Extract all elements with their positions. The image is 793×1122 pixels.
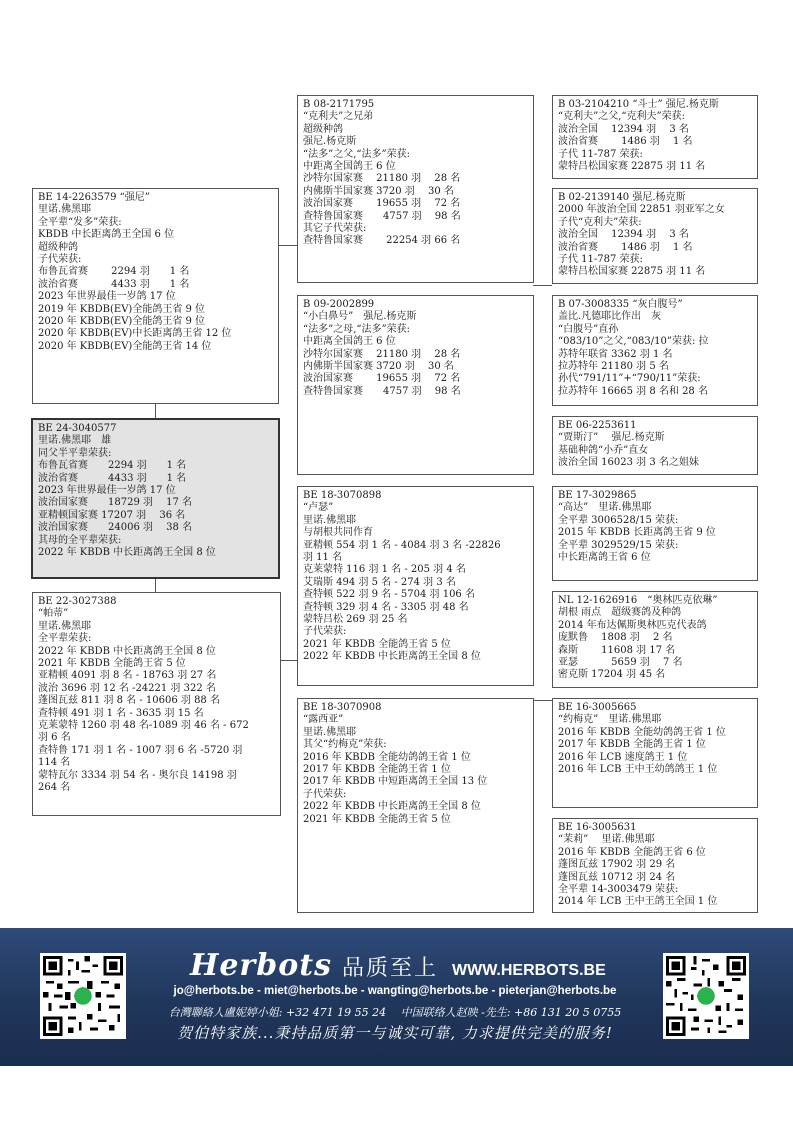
pedigree-line: 里诺.佛黑耶 (303, 514, 357, 526)
pedigree-line: 全平辈 3029529/15 荣获: (558, 539, 679, 551)
pedigree-line: 2015 年 KBDB 长距离鸽王省 9 位 (558, 527, 716, 539)
dam-box (32, 592, 281, 816)
ring-number: BE 17-3029865 (558, 490, 637, 501)
brand-header (190, 948, 606, 982)
pedigree-line: 其它子代荣获: (303, 223, 367, 235)
pedigree-line: 中距离全国鸽王 6 位 (303, 336, 396, 348)
pedigree-line: 波治国家赛 19655 羽 72 名 (303, 373, 461, 385)
pedigree-line: 超级种鸽 (303, 123, 343, 135)
ring-number: BE 06-2253611 (558, 420, 637, 431)
pedigree-line: 2021 年 KBDB 全能鸽王省 5 位 (38, 658, 186, 670)
ring-number: BE 24-3040577 (38, 423, 117, 434)
pedigree-line: 克莱蒙特 1260 羽 48 名-1089 羽 46 名 - 672 (38, 720, 249, 732)
contact-phones: 台灣聯絡人盧妮婷小姐: +32 471 19 55 24 中国联络人赵映 -先生: +86 131 20 5 0755 (168, 1006, 622, 1019)
pedigree-line: 2019 年 KBDB(EV)全能鸽王省 9 位 (38, 303, 206, 315)
qr-code-icon (43, 956, 123, 1036)
pedigree-line: 2020 年 KBDB(EV)中长距离鸽王省 12 位 (38, 328, 232, 340)
pedigree-line: 全平辈荣获: (38, 633, 92, 645)
qr-code-icon (666, 956, 746, 1036)
pedigree-line: 布鲁瓦省赛 2294 羽 1 名 (38, 266, 190, 278)
pedigree-line: 强尼.杨克斯 (303, 136, 357, 148)
pedigree-line: 内佛斯半国家赛 3720 羽 30 名 (303, 361, 454, 373)
pedigree-line: 全平辈 3006528/15 荣获: (558, 514, 679, 526)
pedigree-line: “法多”之母,“法多”荣获: (303, 323, 410, 335)
pedigree-line: “法多”之父,“法多”荣获: (303, 148, 410, 160)
pedigree-line: 克莱蒙特 116 羽 1 名 - 205 羽 4 名 (303, 564, 466, 576)
sire-box (32, 188, 279, 404)
pedigree-line: “白腹号”直孙 (558, 323, 619, 335)
ring-number: B 07-3008335 “灰白腹号” (558, 299, 683, 310)
sire-sire-box (297, 95, 534, 283)
ring-number: B 09-2002899 (303, 299, 375, 310)
pedigree-line: “约梅克” 里诺.佛黑耶 (558, 714, 662, 726)
sire-dam-box (297, 295, 534, 475)
dam-dam-dam-box (552, 818, 758, 913)
ring-number: BE 16-3005631 (558, 822, 637, 833)
pedigree-line: 查特鲁 171 羽 1 名 - 1007 羽 6 名 -5720 羽 (38, 744, 243, 756)
pedigree-line: 2017 年 KBDB 全能鸽王省 1 位 (558, 739, 706, 751)
pedigree-line: “露西亚” (303, 714, 344, 726)
pedigree-line: “083/10”之父,“083/10”荣获: 拉 (558, 336, 709, 348)
pedigree-line: 蒙特吕松国家赛 22875 羽 11 名 (558, 161, 706, 173)
pedigree-line: 查特顿 329 羽 4 名 - 3305 羽 48 名 (303, 601, 469, 613)
pedigree-line: 查特顿 522 羽 9 名 - 5704 羽 106 名 (303, 589, 475, 601)
pedigree-line: 波治全国 12394 羽 3 名 (558, 123, 689, 135)
ring-number: B 02-2139140 强尼.杨克斯 (558, 192, 686, 203)
pedigree-line: 2014 年 LCB 王中王鸽王全国 1 位 (558, 896, 718, 908)
pedigree-line: “茉莉” 里诺.佛黑耶 (558, 834, 655, 846)
dam-dam-box (297, 698, 534, 913)
pedigree-line: 波治省赛 1486 羽 1 名 (558, 136, 693, 148)
sire-dam-sire-box (552, 295, 758, 406)
pedigree-line: 全平辈“发多”荣获: (38, 216, 122, 228)
wechat-qr-code-left (40, 953, 126, 1039)
pedigree-line: 里诺.佛黑耶 (38, 204, 92, 216)
pedigree-line: 中距离全国鸽王 6 位 (303, 161, 396, 173)
pedigree-line: 2022 年 KBDB 中长距离鸽王全国 8 位 (38, 547, 216, 559)
pedigree-line: 蒙特瓦尔 3334 羽 54 名 - 奥尔良 14198 羽 (38, 769, 237, 781)
pedigree-line: “贾斯汀” 强尼.杨克斯 (558, 432, 665, 444)
connector (533, 285, 552, 286)
pedigree-line: 264 名 (38, 782, 71, 794)
pedigree-line: 波治国家赛 24006 羽 38 名 (38, 522, 193, 534)
pedigree-line: 子代荣获: (303, 626, 347, 638)
dam-dam-sire-box (552, 698, 758, 808)
ring-number: B 08-2171795 (303, 99, 375, 110)
pedigree-line: 波治 3696 羽 12 名 -24221 羽 322 名 (38, 682, 216, 694)
pedigree-line: 波治国家赛 19655 羽 72 名 (303, 198, 461, 210)
ring-number: BE 16-3005665 (558, 702, 637, 713)
pedigree-line: 查特鲁国家赛 4757 羽 98 名 (303, 210, 461, 222)
pedigree-line: 沙特尔国家赛 21180 羽 28 名 (303, 173, 461, 185)
pedigree-line: 2020 年 KBDB(EV)全能鸽王省 14 位 (38, 340, 212, 352)
pedigree-line: 2017 年 KBDB 全能鸽王省 1 位 (303, 764, 451, 776)
pedigree-line: 苏特年联省 3362 羽 1 名 (558, 348, 673, 360)
pedigree-line: 其母的全平辈荣获: (38, 534, 122, 546)
pedigree-line: 波治省赛 1486 羽 1 名 (558, 241, 693, 253)
pedigree-line: 2020 年 KBDB(EV)全能鸽王省 9 位 (38, 316, 206, 328)
pedigree-line: 拉苏特年 21180 羽 5 名 (558, 361, 669, 373)
sire-sire-sire-box (552, 95, 758, 179)
pedigree-line: 密克斯 17204 羽 45 名 (558, 669, 666, 681)
pedigree-line: 子代“克利夫”荣获: (558, 216, 642, 228)
pedigree-line: 2016 年 KBDB 全能幼鸽鸽王省 1 位 (303, 751, 471, 763)
herbots-logo: Herbots (190, 948, 332, 983)
pedigree-line: 胡根 雨点 超级赛鸽及种鸽 (558, 607, 682, 619)
pedigree-line: 波治省赛 4433 羽 1 名 (38, 472, 187, 484)
pedigree-line: 蒙特吕松 269 羽 25 名 (303, 614, 408, 626)
pedigree-line: 羽 11 名 (303, 552, 343, 564)
dam-sire-box (297, 486, 534, 686)
pedigree-line: 波治省赛 4433 羽 1 名 (38, 278, 190, 290)
pedigree-line: 亚精顿 554 羽 1 名 - 4084 羽 3 名 -22826 (303, 539, 501, 551)
pedigree-line: 2000 年波治全国 22851 羽亚军之女 (558, 204, 725, 216)
pedigree-line: 庞默鲁 1808 羽 2 名 (558, 632, 673, 644)
pedigree-line: “克利夫”之父,“克利夫”荣获: (558, 111, 685, 123)
pedigree-line: 同父半平辈荣获: (38, 447, 112, 459)
company-slogan: 贺伯特家族...秉持品质第一与诚实可靠, 力求提供完美的服务! (177, 1024, 613, 1042)
pedigree-line: 2021 年 KBDB 全能鸽王省 5 位 (303, 638, 451, 650)
ring-number: B 03-2104210 “斗士” 强尼.杨克斯 (558, 99, 719, 110)
pedigree-line: 子代荣获: (38, 254, 82, 266)
pedigree-line: 查特鲁国家赛 22254 羽 66 名 (303, 235, 461, 247)
pedigree-line: 2022 年 KBDB 中长距离鸽王全国 8 位 (303, 651, 481, 663)
ring-number: NL 12-1626916 “奥林匹克依琳” (558, 595, 718, 606)
pedigree-line: “小白鼻号” 强尼.杨克斯 (303, 311, 417, 323)
pedigree-line: 查特鲁国家赛 4757 羽 98 名 (303, 385, 461, 397)
ring-number: BE 22-3027388 (38, 596, 117, 607)
pedigree-line: “卢瑟” (303, 502, 334, 514)
pedigree-line: 其父“约梅克”荣获: (303, 739, 387, 751)
email-addresses[interactable]: jo@herbots.be - miet@herbots.be - wangting@herbots.be - pieterjan@herbots.be (173, 985, 617, 997)
pedigree-line: 森斯 11608 羽 17 名 (558, 644, 676, 656)
pedigree-line: 亚瑟 5659 羽 7 名 (558, 657, 683, 669)
pedigree-line: 内佛斯半国家赛 3720 羽 30 名 (303, 185, 454, 197)
pedigree-line: 羽 6 名 (38, 732, 71, 744)
pedigree-line: 2016 年 KBDB 全能鸽王省 6 位 (558, 846, 706, 858)
pedigree-line: 波治国家赛 18729 羽 17 名 (38, 497, 193, 509)
pedigree-line: 布鲁瓦省赛 2294 羽 1 名 (38, 460, 187, 472)
pedigree-line: 蒙特吕松国家赛 22875 羽 11 名 (558, 266, 706, 278)
pedigree-line: 2017 年 KBDB 中短距离鸽王全国 13 位 (303, 776, 488, 788)
pedigree-line: 114 名 (38, 757, 71, 769)
pedigree-line: 亚精顿国家赛 17207 羽 36 名 (38, 509, 186, 521)
pedigree-line: 蓬图瓦兹 10712 羽 24 名 (558, 871, 676, 883)
pedigree-line: 查特顿 491 羽 1 名 - 3635 羽 15 名 (38, 707, 204, 719)
pedigree-line: 里诺.佛黑耶 (38, 620, 92, 632)
pedigree-line: 2023 年世界最佳一岁鸽 17 位 (38, 291, 176, 303)
pedigree-line: 2016 年 LCB 王中王幼鸽鸽王 1 位 (558, 764, 718, 776)
pedigree-line: 基础种鸽“小乔”直女 (558, 444, 649, 456)
ring-number: BE 14-2263579 “强尼” (38, 192, 150, 203)
ring-number: BE 18-3070898 (303, 490, 382, 501)
pedigree-line: KBDB 中长距离鸽王全国 6 位 (38, 229, 175, 241)
subject-box (31, 418, 280, 579)
pedigree-line: 波治全国 12394 羽 3 名 (558, 229, 689, 241)
pedigree-line: 蓬图瓦兹 811 羽 8 名 - 10606 羽 88 名 (38, 695, 220, 707)
pedigree-line: 子代荣获: (303, 788, 347, 800)
pedigree-line: 全平辈 14-3003479 荣获: (558, 884, 679, 896)
pedigree-line: 与胡根共同作育 (303, 527, 373, 539)
wechat-qr-code-right (663, 953, 749, 1039)
ring-number: BE 18-3070908 (303, 702, 382, 713)
pedigree-line: 拉苏特年 16665 羽 8 名和 28 名 (558, 385, 708, 397)
connector (533, 700, 552, 701)
pedigree-line: 2016 年 LCB 速度鸽王 1 位 (558, 751, 688, 763)
pedigree-line: 2016 年 KBDB 全能幼鸽鸽王省 1 位 (558, 726, 726, 738)
pedigree-line: 2014 年布达佩斯奥林匹克代表鸽 (558, 619, 707, 631)
pedigree-line: 波治全国 16023 羽 3 名之姐妹 (558, 457, 699, 469)
connector (155, 578, 156, 593)
connector (155, 403, 156, 418)
pedigree-line: 2023 年世界最佳一岁鸽 17 位 (38, 485, 176, 497)
sire-dam-dam-box (552, 416, 758, 475)
pedigree-line: 中长距离鸽王省 6 位 (558, 552, 651, 564)
pedigree-line: 子代 11-787 荣获: (558, 254, 643, 266)
pedigree-line: 盖比.凡德耶比作出 灰 (558, 311, 662, 323)
pedigree-line: 里诺.佛黑耶 雄 (38, 435, 112, 447)
pedigree-line: “帕蒂” (38, 608, 69, 620)
pedigree-line: 里诺.佛黑耶 (303, 726, 357, 738)
dam-sire-dam-box (552, 591, 758, 688)
pedigree-line: 亚精顿 4091 羽 8 名 - 18763 羽 27 名 (38, 670, 217, 682)
pedigree-line: 2022 年 KBDB 中长距离鸽王全国 8 位 (303, 801, 481, 813)
footer-banner (0, 928, 793, 1066)
brand-tagline: 品质至上 (341, 956, 438, 981)
pedigree-line: 蓬图瓦兹 17902 羽 29 名 (558, 859, 676, 871)
dam-sire-sire-box (552, 486, 758, 581)
pedigree-line: “克利夫”之兄弟 (303, 111, 374, 123)
pedigree-line: 2022 年 KBDB 中长距离鸽王全国 8 位 (38, 645, 216, 657)
sire-sire-dam-box (552, 188, 758, 284)
pedigree-line: 沙特尔国家赛 21180 羽 28 名 (303, 348, 461, 360)
connector (280, 660, 297, 661)
website-link[interactable]: WWW.HERBOTS.BE (452, 962, 606, 979)
pedigree-line: 孙代“791/11”+“790/11”荣获: (558, 373, 701, 385)
pedigree-line: 子代 11-787 荣获: (558, 148, 643, 160)
pedigree-line: 超级种鸽 (38, 241, 78, 253)
pedigree-line: 2021 年 KBDB 全能鸽王省 5 位 (303, 813, 451, 825)
pedigree-line: 艾瑞斯 494 羽 5 名 - 274 羽 3 名 (303, 576, 456, 588)
connector (278, 245, 297, 246)
pedigree-line: “高达” 里诺.佛黑耶 (558, 502, 652, 514)
